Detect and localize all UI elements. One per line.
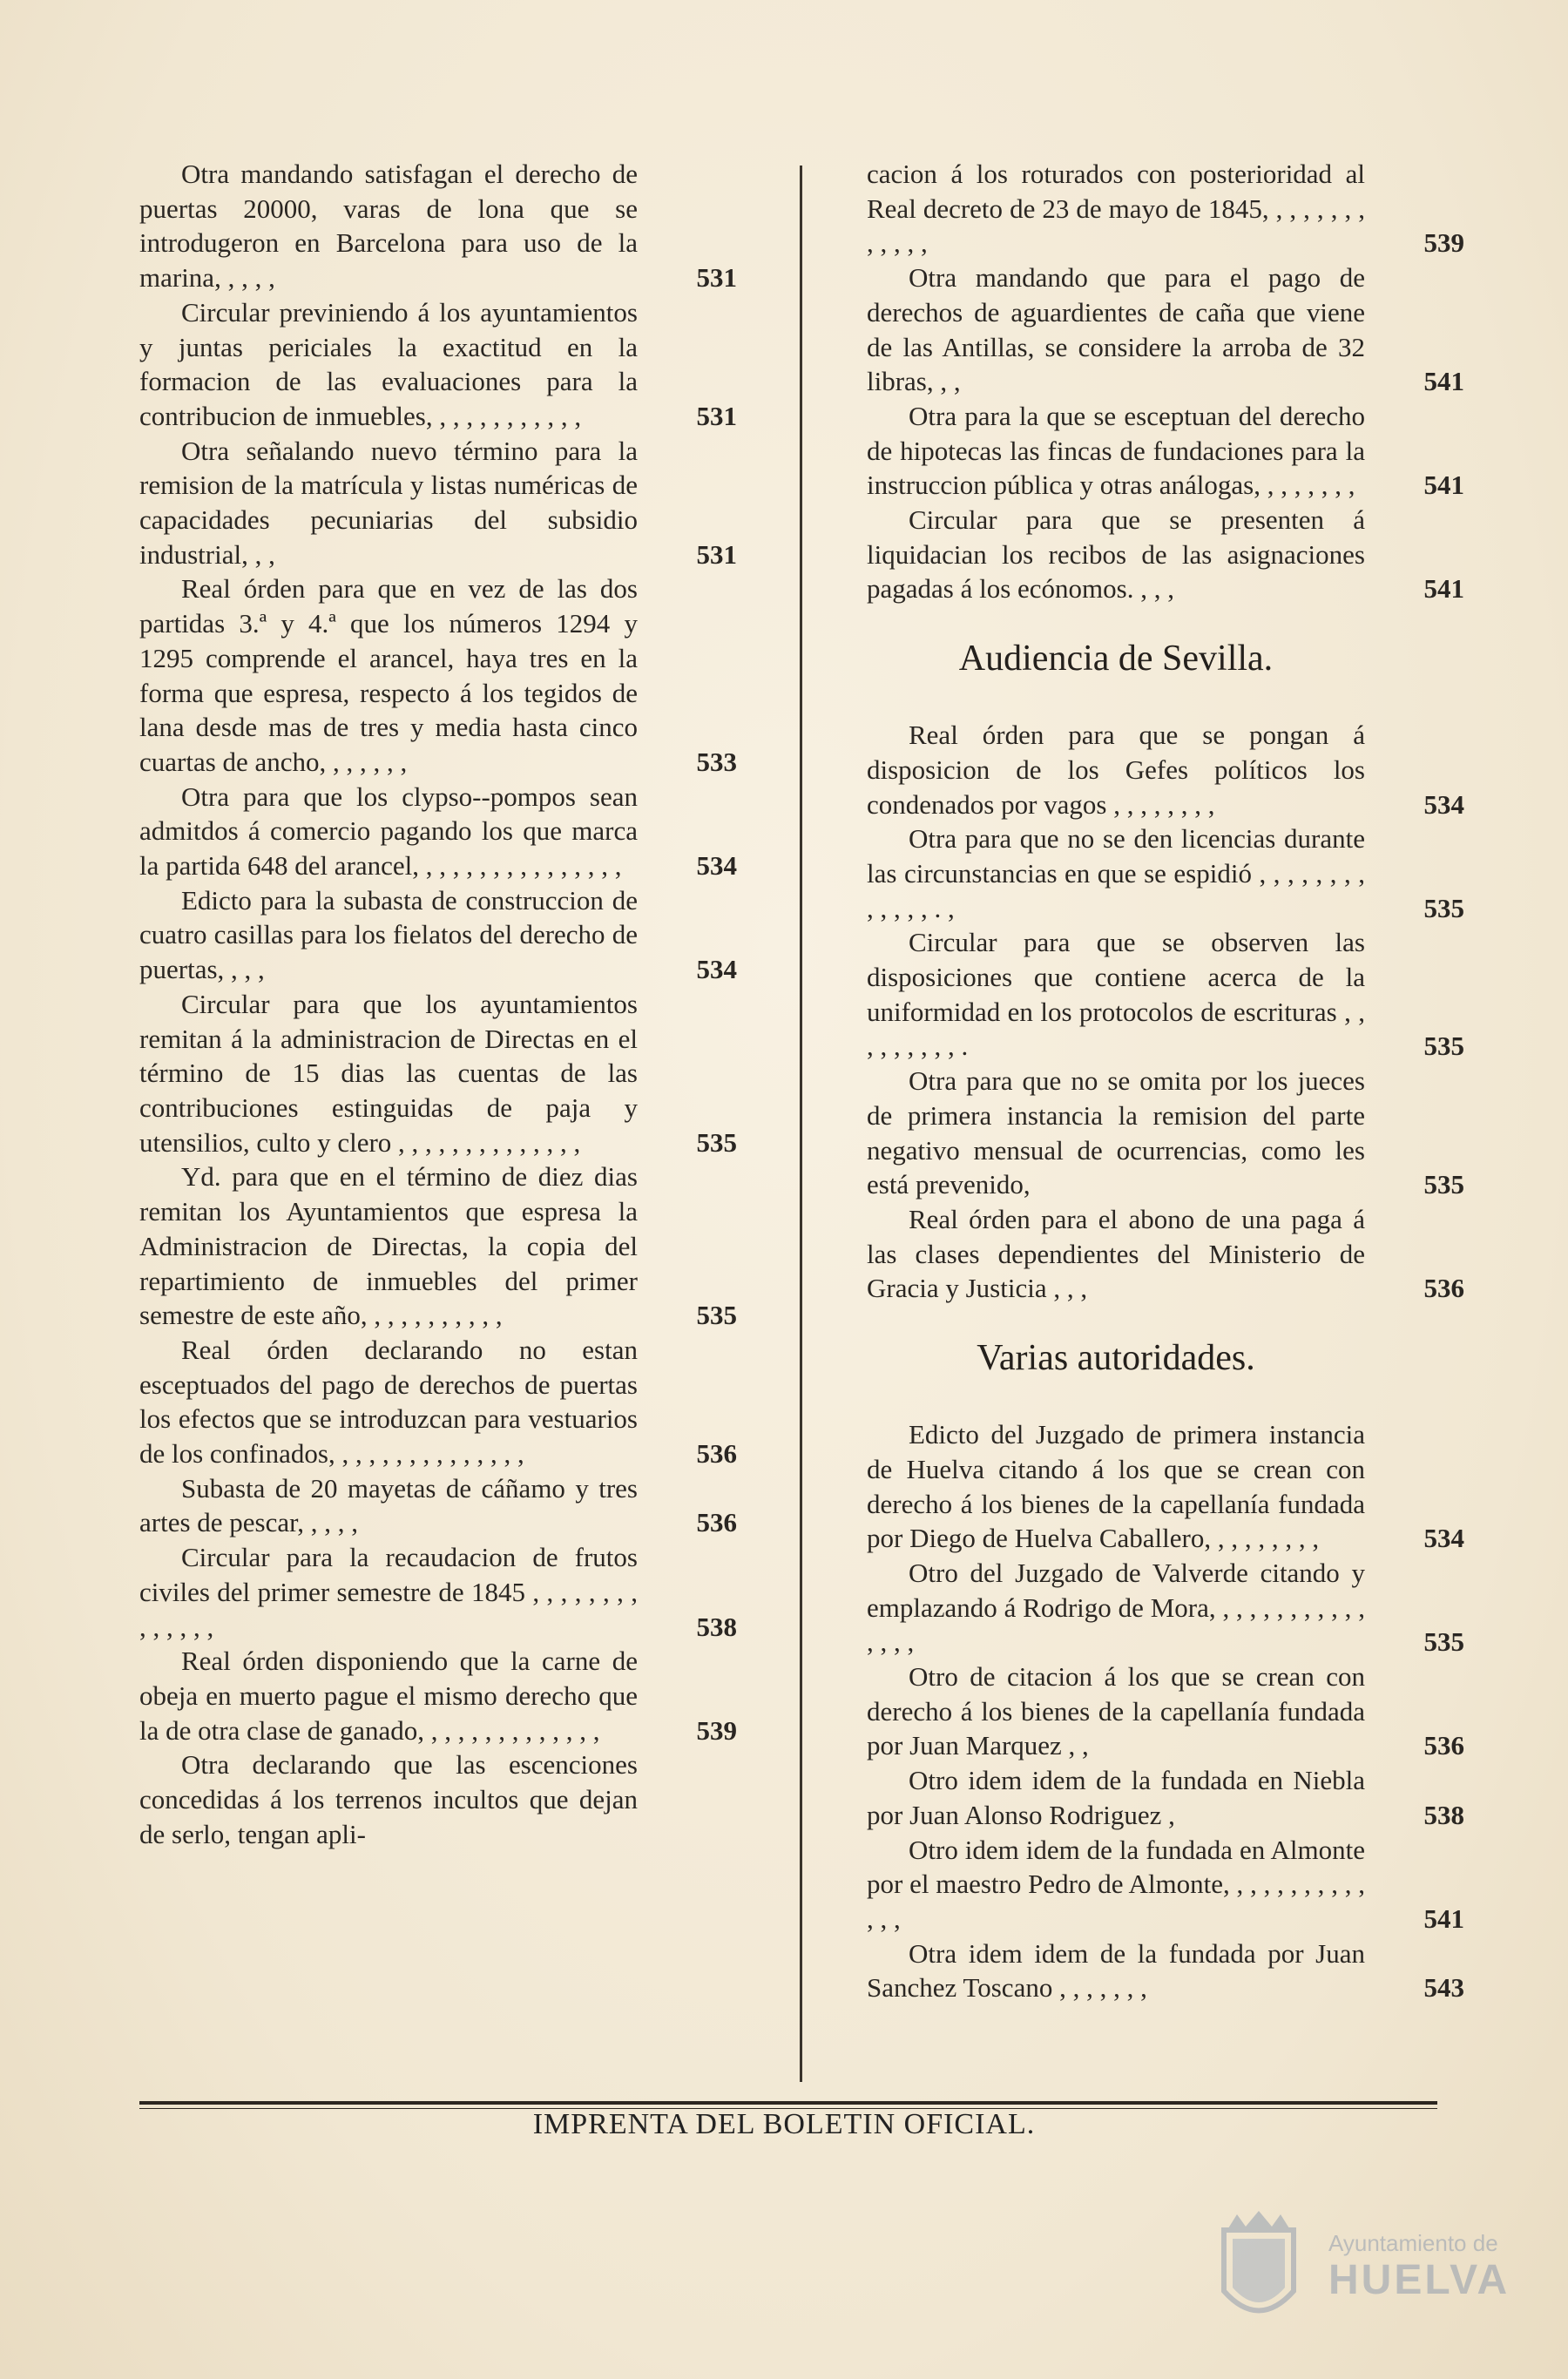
index-entry	[867, 1659, 1468, 1763]
page-number: 533	[696, 746, 737, 777]
entry-text: cacion á los roturados con posterioridad al Real decreto de 23 de mayo de 1845, , , , , , , , , , , , ,	[867, 159, 1365, 259]
page-number: 534	[1423, 1523, 1464, 1554]
page-number: 534	[696, 850, 737, 882]
index-entry	[867, 1936, 1468, 2005]
entry-text: Otra mandando satisfagan el derecho de puertas 20000, varas de lona que se introdugeron en Barcelona para uso de la marina, , , , ,	[139, 159, 638, 294]
index-entry	[867, 821, 1468, 925]
index-entry	[139, 295, 740, 434]
index-entry	[139, 1747, 740, 1851]
entry-text: Otro idem idem de la fundada en Almonte por el maestro Pedro de Almonte, , , , , , , , , , , , , ,	[867, 1834, 1365, 1934]
entry-text: Otra mandando que para el pago de derechos de aguardientes de caña que viene de las Antillas, se considere la arroba de 32 libras, , ,	[867, 262, 1365, 397]
index-entry	[139, 987, 740, 1160]
entry-text: Yd. para que en el término de diez dias remitan los Ayuntamientos que espresa la Administracion de Directas, la copia del repartimiento de inmuebles del primer semestre de este año, , , , , , , , , , ,	[139, 1161, 638, 1331]
index-entry	[139, 157, 740, 295]
index-entry	[139, 434, 740, 572]
entry-text: Edicto del Juzgado de primera instancia de Huelva citando á los que se crean con derecho á los bienes de la capellanía fundada por Diego de Huelva Caballero, , , , , , , , ,	[867, 1419, 1365, 1554]
page-number: 536	[696, 1438, 737, 1470]
page-number: 535	[696, 1300, 737, 1331]
entry-text: Real órden disponiendo que la carne de obeja en muerto pague el mismo derecho que la de otra clase de ganado, , , , , , , , , , , , , ,	[139, 1646, 638, 1746]
page-number: 536	[1423, 1273, 1464, 1304]
entry-text: Real órden para que en vez de las dos partidas 3.ª y 4.ª que los números 1294 y 1295 comprende el arancel, haya tres en la forma que espresa, respecto á los tegidos de lana desde mas de tres y media hasta cinco cuartas de ancho, , , , , , ,	[139, 573, 638, 777]
index-entry	[867, 1763, 1468, 1832]
entry-text: Circular previniendo á los ayuntamientos y juntas periciales la exactitud en la formacion de las evaluaciones para la contribucion de inmuebles, , , , , , , , , , , ,	[139, 296, 638, 431]
page-number: 541	[1423, 470, 1464, 501]
index-entry	[867, 157, 1468, 260]
right-column	[867, 157, 1468, 2005]
entry-text: Circular para que se presenten á liquidacian los recibos de las asignaciones pagadas á los ecónomos. , , ,	[867, 504, 1365, 605]
index-entry	[139, 1159, 740, 1333]
watermark-line1: Ayuntamiento de	[1328, 2230, 1498, 2256]
entry-text: Otro idem idem de la fundada en Niebla por Juan Alonso Rodriguez ,	[867, 1765, 1365, 1830]
coat-of-arms-icon	[1206, 2204, 1311, 2335]
index-entry	[867, 1833, 1468, 1936]
entry-text: Otra señalando nuevo término para la remision de la matrícula y listas numéricas de capacidades pecuniarias del subsidio industrial, , ,	[139, 435, 638, 570]
audiencia-entries	[867, 718, 1468, 1306]
entry-text: Subasta de 20 mayetas de cáñamo y tres artes de pescar, , , , ,	[139, 1472, 638, 1538]
varias-entries	[867, 1417, 1468, 2005]
entry-text: Circular para que se observen las disposiciones que contiene acerca de la uniformidad en los protocolos de escrituras , , , , , , , , , .	[867, 927, 1365, 1062]
entry-text: Otra declarando que las escenciones concedidas á los terrenos incultos que dejan de serlo, tengan apli-	[139, 1749, 638, 1849]
entry-text: Circular para que los ayuntamientos remitan á la administracion de Directas en el término de 15 dias las cuentas de las contribuciones estinguidas de paja y utensilios, culto y clero , , , , , , , , , , , , , ,	[139, 988, 638, 1158]
index-entry	[867, 503, 1468, 606]
index-entry	[867, 260, 1468, 399]
entry-text: Otro del Juzgado de Valverde citando y emplazando á Rodrigo de Mora, , , , , , , , , , , , , , , ,	[867, 1557, 1365, 1658]
page-number: 539	[1423, 227, 1464, 259]
section-heading-audiencia: Audiencia de Sevilla.	[958, 639, 1274, 679]
column-divider	[800, 166, 802, 2082]
page-number: 541	[1423, 573, 1464, 605]
index-entry	[867, 1556, 1468, 1659]
index-entry	[867, 1417, 1468, 1556]
index-entry	[867, 399, 1468, 503]
index-entry	[139, 1333, 740, 1471]
index-entry	[139, 883, 740, 987]
page-number: 535	[1423, 1169, 1464, 1200]
entry-text: Otra idem idem de la fundada por Juan Sanchez Toscano , , , , , , ,	[867, 1937, 1365, 2004]
index-entry	[139, 1540, 740, 1644]
left-column	[139, 157, 740, 1851]
watermark-line2: HUELVA	[1328, 2257, 1511, 2303]
page-number: 531	[696, 538, 737, 570]
entry-text: Otra para que los clypso--pompos sean admitdos á comercio pagando los que marca la partida 648 del arancel, , , , , , , , , , , , , , , ,	[139, 781, 638, 882]
page-number: 531	[696, 400, 737, 431]
page-number: 536	[1423, 1730, 1464, 1761]
section-heading-varias: Varias autoridades.	[977, 1338, 1255, 1379]
index-entry	[139, 1644, 740, 1747]
entry-text: Edicto para la subasta de construccion de cuatro casillas para los fielatos del derecho de puertas, , , ,	[139, 884, 638, 985]
imprint-text: IMPRENTA DEL BOLETIN OFICIAL.	[532, 2108, 1036, 2140]
page-number: 535	[696, 1126, 737, 1158]
entry-text: Otra para que no se omita por los jueces de primera instancia la remision del parte negativo mensual de ocurrencias, como les está prevenido,	[867, 1065, 1365, 1200]
page-number: 538	[696, 1611, 737, 1642]
entry-text: Real órden para el abono de una paga á las clases dependientes del Ministerio de Gracia y Justicia , , ,	[867, 1203, 1365, 1304]
page-number: 539	[696, 1714, 737, 1746]
page-number: 534	[1423, 788, 1464, 820]
entry-text: Real órden declarando no estan esceptuados del pago de derechos de puertas los efectos que se introduzcan para vestuarios de los confinados, , , , , , , , , , , , , , ,	[139, 1334, 638, 1470]
index-entry	[139, 780, 740, 883]
page-number: 538	[1423, 1799, 1464, 1830]
page-number: 541	[1423, 366, 1464, 397]
entry-text: Real órden para que se pongan á disposicion de los Gefes políticos los condenados por vagos , , , , , , , ,	[867, 720, 1365, 820]
entry-text: Otro de citacion á los que se crean con derecho á los bienes de la capellanía fundada por Juan Marquez , ,	[867, 1661, 1365, 1761]
entry-text: Otra para la que se esceptuan del derecho de hipotecas las fincas de fundaciones para la instruccion pública y otras análogas, , , , , , , ,	[867, 400, 1365, 501]
page-number: 535	[1423, 892, 1464, 923]
page-number: 534	[696, 954, 737, 985]
right-top-entries	[867, 157, 1468, 606]
page-number: 535	[1423, 1031, 1464, 1062]
index-entry	[867, 718, 1468, 821]
watermark	[1206, 2204, 1520, 2343]
index-entry	[867, 925, 1468, 1064]
page-number: 535	[1423, 1626, 1464, 1658]
page-number: 531	[696, 262, 737, 294]
index-entry	[867, 1064, 1468, 1202]
footer-rule	[139, 2101, 1437, 2105]
entry-text: Circular para la recaudacion de frutos civiles del primer semestre de 1845 , , , , , , , , , , , , , ,	[139, 1542, 638, 1642]
page-number: 543	[1423, 1972, 1464, 2004]
index-entry	[139, 1471, 740, 1540]
page-number: 541	[1423, 1903, 1464, 1934]
entry-text: Otra para que no se den licencias durante las circunstancias en que se espidió , , , , , , , , , , , , , . ,	[867, 823, 1365, 923]
page-number: 536	[696, 1507, 737, 1538]
index-entry	[139, 571, 740, 779]
index-entry	[867, 1202, 1468, 1306]
